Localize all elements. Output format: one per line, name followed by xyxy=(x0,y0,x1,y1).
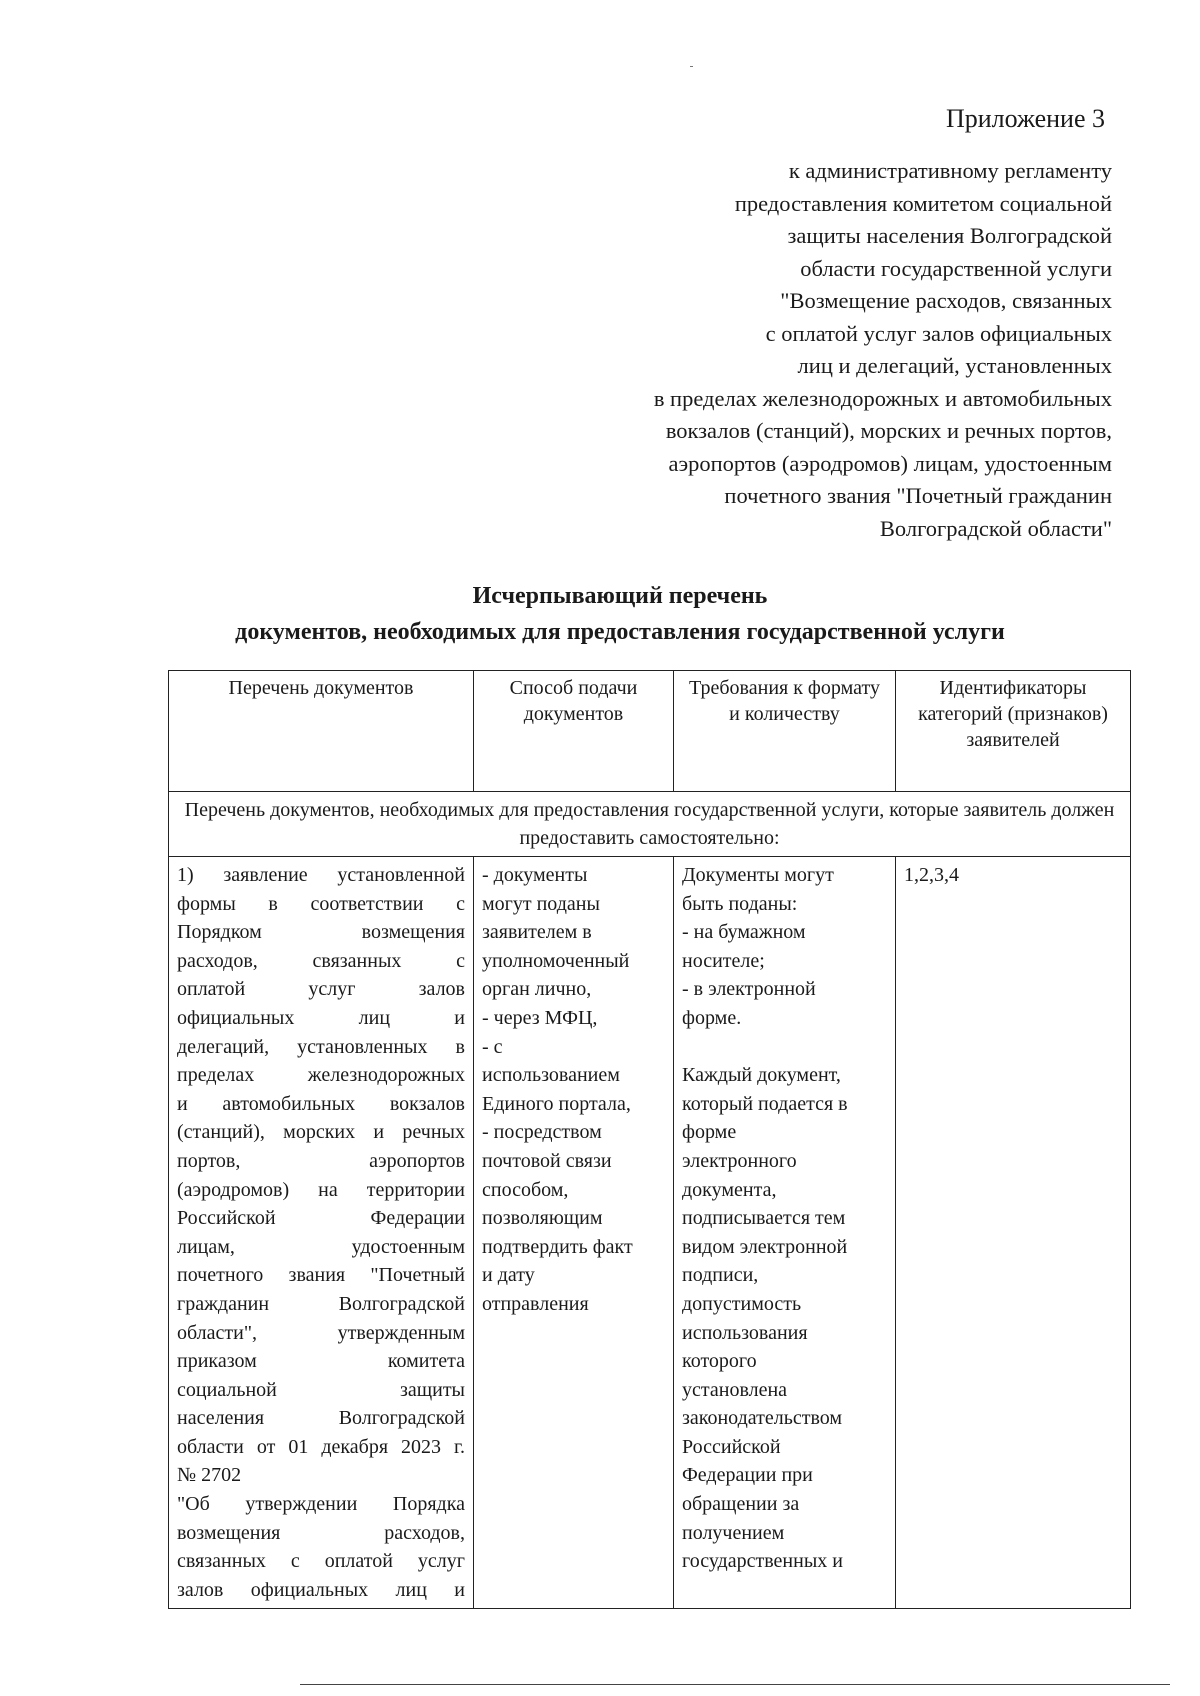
regulation-line: области государственной услуги xyxy=(800,255,1112,281)
text-line: форме xyxy=(682,1121,737,1144)
scan-speck xyxy=(690,66,693,67)
text-line: почетного звания "Почетный xyxy=(177,1264,465,1287)
text-line: - посредством xyxy=(482,1121,602,1144)
text-line: орган лично, xyxy=(482,978,592,1001)
text-line: населения Волгоградской xyxy=(177,1407,465,1430)
text-line: который подается в xyxy=(682,1092,848,1115)
section-heading: Перечень документов, необходимых для предоставления государственной услуги, которые заявитель должен предоставить самостоятельно: xyxy=(169,792,1131,857)
text-line: государственных и xyxy=(682,1550,843,1573)
text-line: использования xyxy=(682,1321,808,1344)
appendix-label: Приложение 3 xyxy=(945,104,1105,133)
text-line: - с xyxy=(482,1035,503,1058)
text-line: способом, xyxy=(482,1178,569,1201)
regulation-line: аэропортов (аэродромов) лицам, удостоенным xyxy=(668,450,1112,476)
regulation-line: "Возмещение расходов, связанных xyxy=(780,288,1112,313)
text-line: "Об утверждении Порядка xyxy=(177,1493,465,1516)
header-applicant-identifiers: Идентификаторы категорий (признаков) заявителей xyxy=(896,671,1131,792)
text-line: - в электронной xyxy=(682,978,816,1001)
text-line: обращении за xyxy=(682,1493,800,1516)
text-line: быть поданы: xyxy=(682,892,798,915)
regulation-line: Волгоградской области" xyxy=(879,515,1112,541)
text-line: получением xyxy=(682,1521,785,1544)
text-line: установлена xyxy=(682,1378,788,1401)
text-line: Российской Федерации xyxy=(177,1207,465,1230)
regulation-line: лиц и делегаций, установленных xyxy=(797,353,1112,378)
header-documents: Перечень документов xyxy=(169,671,474,792)
text-line: и автомобильных вокзалов xyxy=(177,1092,465,1115)
text-line: пределах железнодорожных xyxy=(177,1064,465,1087)
text-line: гражданин Волгоградской xyxy=(177,1292,465,1315)
title-line-2: документов, необходимых для предоставления государственной услуги xyxy=(235,619,1005,645)
identifier-list: 1,2,3,4 xyxy=(904,864,959,886)
table-header-row xyxy=(169,671,1131,792)
text-line: Каждый документ, xyxy=(682,1064,841,1087)
text-line: могут поданы xyxy=(482,892,600,915)
text-line: расходов, связанных с xyxy=(177,949,465,972)
header-format-requirements: Требования к формату и количеству xyxy=(674,671,896,792)
text-line: залов официальных лиц и xyxy=(177,1578,465,1601)
text-line: подтвердить факт xyxy=(482,1235,633,1258)
regulation-line: в пределах железнодорожных и автомобильных xyxy=(653,385,1112,411)
text-line: Российской xyxy=(682,1435,781,1458)
text-line: Документы могут xyxy=(682,864,834,886)
regulation-line: предоставления комитетом социальной xyxy=(734,190,1112,216)
table-row xyxy=(169,857,1131,1609)
regulation-line: защиты населения Волгоградской xyxy=(787,223,1112,248)
cell-document-description xyxy=(169,857,474,1609)
text-line: области от 01 декабря 2023 г. xyxy=(177,1435,465,1458)
text-line: лицам, удостоенным xyxy=(177,1235,465,1258)
document-title xyxy=(0,578,1200,650)
regulation-line: почетного звания "Почетный гражданин xyxy=(724,483,1112,508)
text-line: которого xyxy=(682,1350,757,1373)
text-line: Единого портала, xyxy=(482,1092,631,1115)
page-bottom-rule xyxy=(300,1684,1170,1685)
text-line: позволяющим xyxy=(482,1207,603,1230)
text-line: связанных с оплатой услуг xyxy=(177,1550,465,1573)
text-line: социальной защиты xyxy=(177,1378,465,1401)
text-line: форме. xyxy=(682,1006,742,1029)
text-line: формы в соответствии с xyxy=(177,892,465,915)
text-line: - документы xyxy=(482,864,588,886)
regulation-reference xyxy=(472,155,1112,545)
text-line: почтовой связи xyxy=(482,1149,612,1172)
text-line: (аэродромов) на территории xyxy=(177,1178,465,1201)
section-heading-row xyxy=(169,792,1131,857)
text-line: подписи, xyxy=(682,1264,759,1287)
cell-applicant-identifiers xyxy=(896,857,1131,1609)
text-line: заявителем в xyxy=(482,921,592,944)
paragraph-gap xyxy=(682,1033,887,1062)
text-line: официальных лиц и xyxy=(177,1006,465,1029)
text-line: допустимость xyxy=(682,1292,802,1315)
text-line: оплатой услуг залов xyxy=(177,978,465,1001)
text-line: портов, аэропортов xyxy=(177,1149,465,1172)
text-line: приказом комитета xyxy=(177,1350,465,1373)
text-line: использованием xyxy=(482,1064,620,1087)
cell-format-requirements xyxy=(674,857,896,1609)
header-submission-method: Способ подачи документов xyxy=(474,671,674,792)
title-line-1: Исчерпывающий перечень xyxy=(472,583,768,609)
text-line: (станций), морских и речных xyxy=(177,1121,465,1144)
text-line: документа, xyxy=(682,1178,777,1201)
documents-table xyxy=(168,670,1131,1609)
text-line: - через МФЦ, xyxy=(482,1006,598,1029)
text-line: и дату xyxy=(482,1264,535,1287)
text-line: отправления xyxy=(482,1292,589,1315)
text-line: Порядком возмещения xyxy=(177,921,465,944)
text-line: законодательством xyxy=(682,1407,843,1430)
text-line: носителе; xyxy=(682,949,765,972)
text-line: возмещения расходов, xyxy=(177,1521,465,1544)
text-line: делегаций, установленных в xyxy=(177,1035,465,1058)
regulation-line: с оплатой услуг залов официальных xyxy=(765,320,1112,346)
text-line: - на бумажном xyxy=(682,921,806,944)
regulation-line: вокзалов (станций), морских и речных портов, xyxy=(665,418,1112,443)
text-line: № 2702 xyxy=(177,1464,242,1487)
text-line: уполномоченный xyxy=(482,949,630,972)
text-line: 1) заявление установленной xyxy=(177,864,465,886)
text-line: Федерации при xyxy=(682,1464,813,1487)
regulation-line: к административному регламенту xyxy=(788,158,1112,183)
cell-submission-method xyxy=(474,857,674,1609)
text-line: видом электронной xyxy=(682,1235,848,1258)
text-line: электронного xyxy=(682,1149,797,1172)
text-line: области", утвержденным xyxy=(177,1321,465,1344)
text-line: подписывается тем xyxy=(682,1207,846,1230)
